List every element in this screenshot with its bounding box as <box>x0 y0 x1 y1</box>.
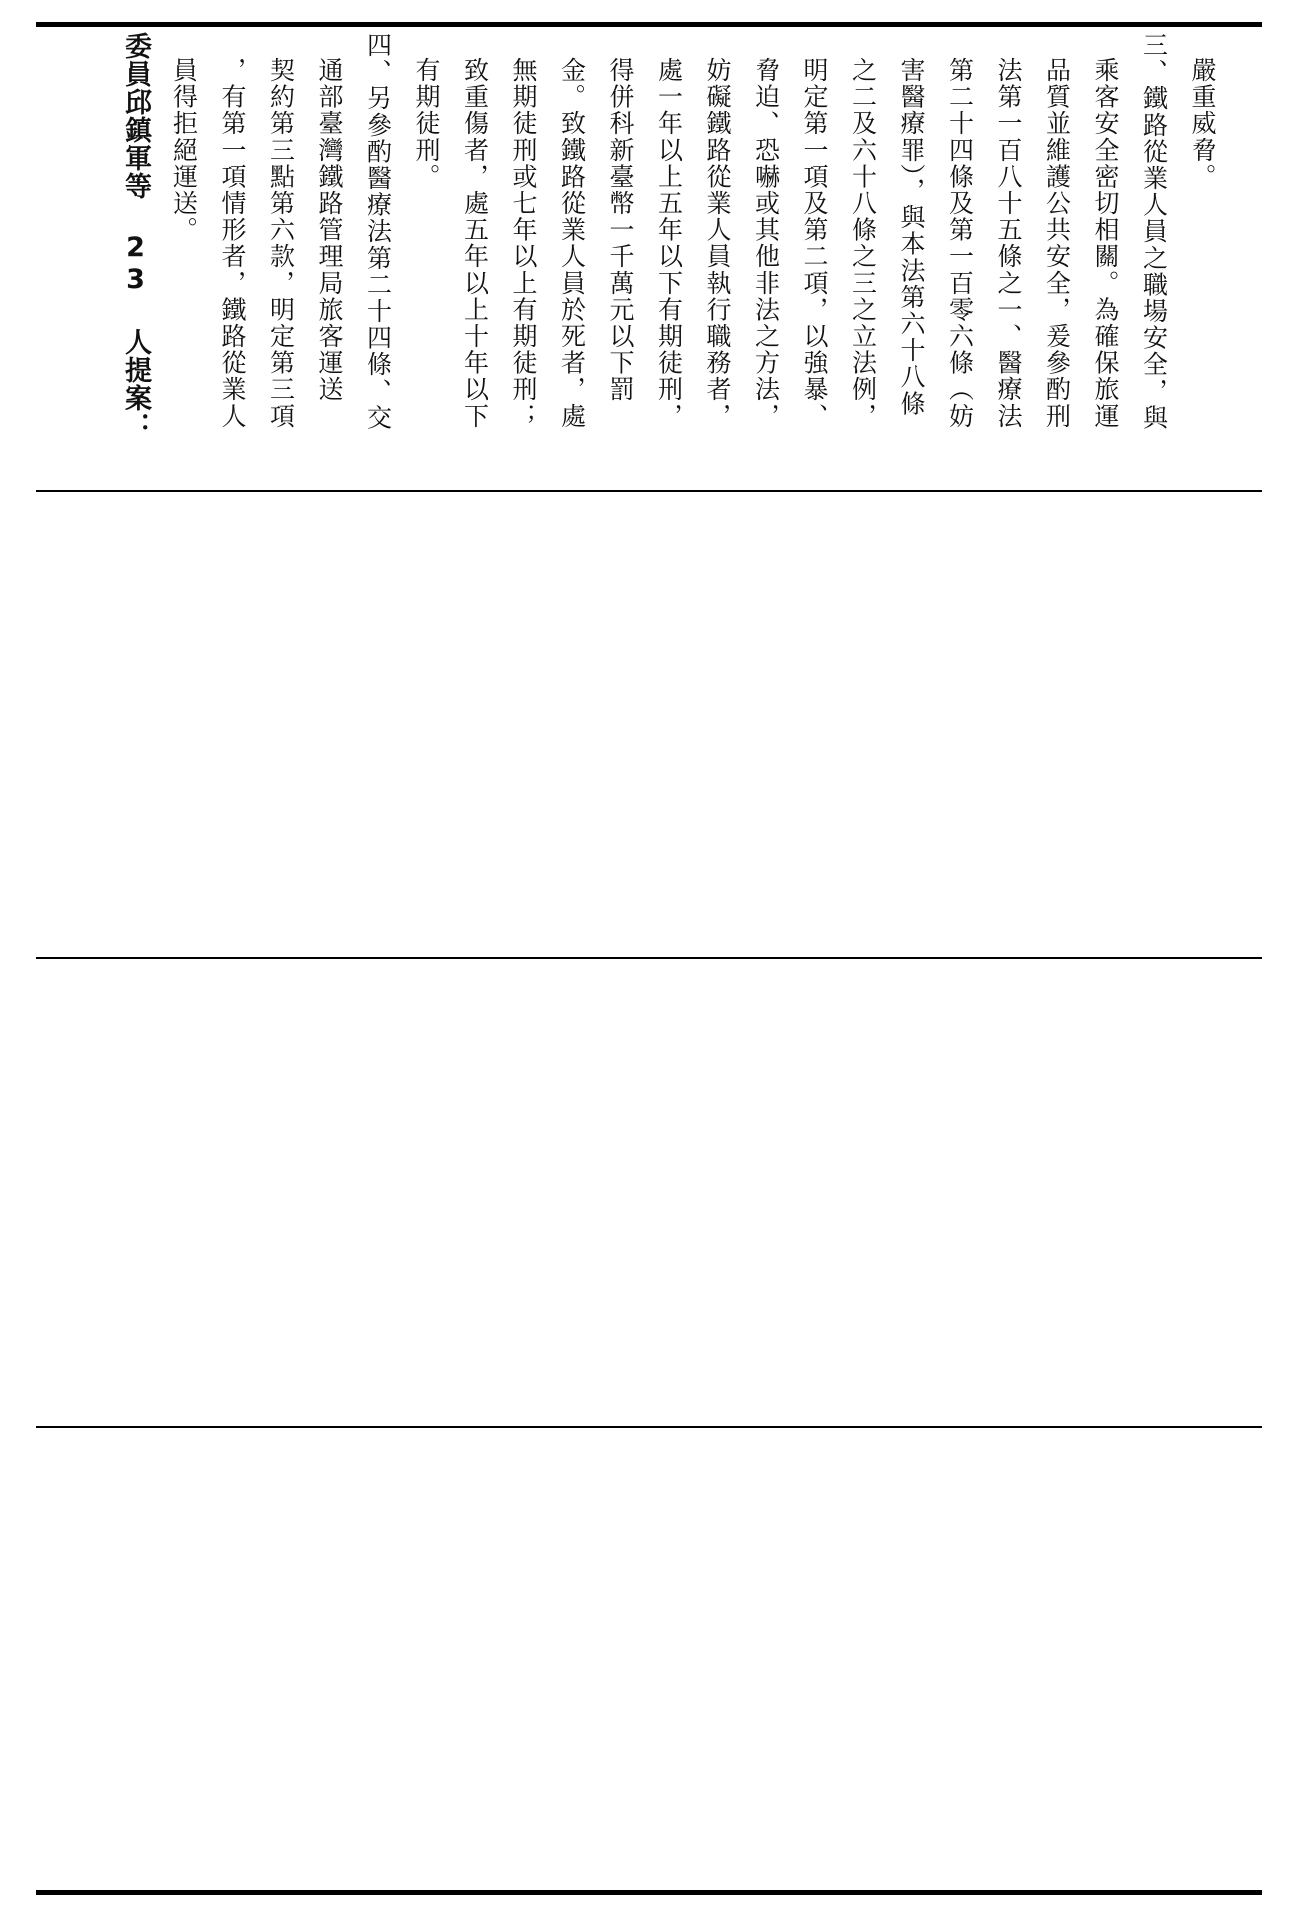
text-line-5: 法第一百八十五條之一、醫療法 <box>994 57 1023 430</box>
text-line-21: ，有第一項情形者，鐵路從業人 <box>218 57 247 430</box>
text-line-11: 妨礙鐵路從業人員執行職務者， <box>703 57 732 430</box>
text-line-15: 無期徒刑或七年以上有期徒刑； <box>509 57 538 430</box>
row-divider-1 <box>36 490 1262 492</box>
text-line-19: 通部臺灣鐵路管理局旅客運送 <box>315 57 344 403</box>
text-line-22: 員得拒絕運送。 <box>169 57 199 244</box>
text-line-13: 得併科新臺幣一千萬元以下罰 <box>606 57 635 403</box>
text-line-10: 脅迫、恐嚇或其他非法之方法， <box>751 57 781 430</box>
text-line-16: 致重傷者，處五年以上十年以下 <box>460 57 490 430</box>
text-line-20: 契約第三點第六款，明定第三項 <box>266 57 296 430</box>
text-line-17: 有期徒刑。 <box>412 57 441 190</box>
text-line-3: 乘客安全密切相關。為確保旅運 <box>1091 57 1120 430</box>
text-line-1: 嚴重威脅。 <box>1188 57 1217 190</box>
row-divider-2 <box>36 957 1262 959</box>
text-line-14: 金。致鐵路從業人員於死者，處 <box>557 57 587 430</box>
text-line-4: 品質並維護公共安全，爰參酌刑 <box>1042 57 1072 430</box>
vertical-text-block <box>36 32 1226 484</box>
text-line-18: 四、另參酌醫療法第二十四條、交 <box>363 32 393 431</box>
text-line-2: 三、鐵路從業人員之職場安全，與 <box>1139 32 1169 431</box>
proposer-heading: 委員邱鎮軍等 23 人提案： <box>120 32 151 440</box>
text-line-6: 第二十四條及第一百零六條（妨 <box>945 57 975 430</box>
row-divider-3 <box>36 1426 1262 1428</box>
text-line-9: 明定第一項及第二項，以強暴、 <box>800 57 829 430</box>
top-rule <box>36 22 1262 27</box>
text-line-7: 害醫療罪），與本法第六十八條 <box>897 57 926 417</box>
bottom-rule <box>36 1890 1262 1895</box>
text-line-8: 之二及六十八條之三之立法例， <box>848 57 878 430</box>
text-line-12: 處一年以上五年以下有期徒刑， <box>654 57 684 430</box>
